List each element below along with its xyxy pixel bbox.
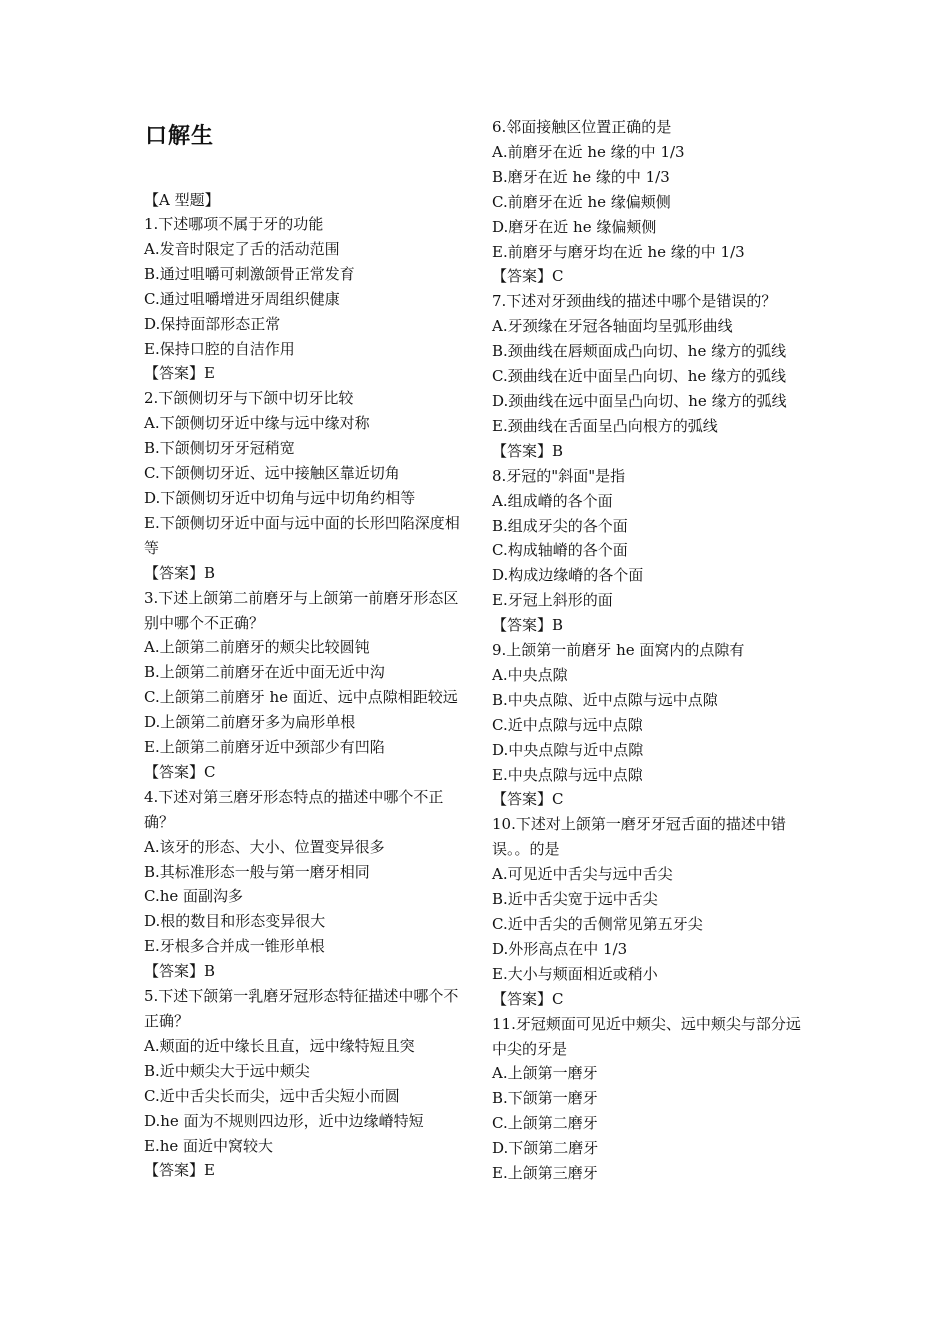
question-answer: 【答案】B	[144, 563, 216, 582]
question-option: E.颈曲线在舌面呈凸向根方的弧线	[492, 416, 718, 435]
question-option: D.根的数目和形态变异很大	[144, 912, 326, 931]
question-stem: 1.下述哪项不属于牙的功能	[144, 215, 324, 233]
question-answer: 【答案】C	[492, 790, 564, 809]
question-stem: 2.下颌侧切牙与下颌中切牙比较	[144, 389, 354, 408]
question-answer: 【答案】E	[144, 1161, 215, 1180]
question-option: D.he 面为不规则四边形，近中边缘嵴特短	[144, 1111, 424, 1130]
question-option: C.近中舌尖的舌侧常见第五牙尖	[492, 915, 703, 933]
question-item	[144, 984, 464, 1183]
question-option: E.中央点隙与远中点隙	[492, 765, 643, 784]
question-option: B.其标准形态一般与第一磨牙相同	[144, 862, 370, 881]
question-option: B.组成牙尖的各个面	[492, 516, 628, 535]
question-stem: 7.下述对牙颈曲线的描述中哪个是错误的？	[492, 292, 777, 311]
question-option: C.近中舌尖长而尖，远中舌尖短小而圆	[144, 1086, 400, 1105]
question-item	[492, 812, 812, 1011]
question-option: B.下颌侧切牙牙冠稍宽	[144, 439, 295, 458]
question-option: A.牙颈缘在牙冠各轴面均呈弧形曲线	[492, 317, 733, 336]
question-option: C.he 面副沟多	[144, 887, 244, 906]
question-option: B.近中颊尖大于远中颊尖	[144, 1061, 310, 1080]
question-option: B.近中舌尖宽于远中舌尖	[492, 890, 658, 909]
question-option: A.发音时限定了舌的活动范围	[144, 239, 340, 258]
question-option: A.上颌第一磨牙	[492, 1064, 598, 1083]
left-column	[144, 212, 464, 1183]
question-answer: 【答案】B	[492, 441, 564, 460]
question-option: B.通过咀嚼可刺激颌骨正常发育	[144, 264, 355, 283]
question-option: B.上颌第二前磨牙在近中面无近中沟	[144, 663, 385, 682]
question-option: D.构成边缘嵴的各个面	[492, 566, 644, 585]
question-option: E.前磨牙与磨牙均在近 he 缘的中 1/3	[492, 242, 745, 261]
question-option: D.中央点隙与近中点隙	[492, 740, 644, 759]
question-option: E.下颌侧切牙近中面与远中面的长形凹陷深度相等	[144, 513, 460, 557]
question-item	[144, 586, 464, 785]
question-option: B.颈曲线在唇颊面成凸向切、he 缘方的弧线	[492, 342, 787, 361]
question-option: E.he 面近中窝较大	[144, 1136, 274, 1155]
question-option: C.下颌侧切牙近、远中接触区靠近切角	[144, 464, 400, 483]
question-option: A.组成嵴的各个面	[492, 491, 613, 510]
question-option: B.下颌第一磨牙	[492, 1089, 598, 1108]
question-item	[144, 785, 464, 984]
question-item	[144, 386, 464, 585]
question-answer: 【答案】E	[144, 364, 215, 383]
question-item	[492, 1012, 812, 1186]
question-option: D.下颌第二磨牙	[492, 1139, 599, 1158]
question-item	[492, 289, 812, 463]
question-option: B.磨牙在近 he 缘的中 1/3	[492, 167, 670, 186]
question-stem: 5.下述下颌第一乳磨牙冠形态特征描述中哪个不正确？	[144, 987, 459, 1030]
question-stem: 10.下述对上颌第一磨牙牙冠舌面的描述中错误。。的是	[492, 815, 786, 859]
question-option: A.下颌侧切牙近中缘与远中缘对称	[144, 414, 370, 433]
question-answer: 【答案】B	[144, 962, 216, 981]
question-option: C.构成轴嵴的各个面	[492, 541, 628, 560]
question-option: E.牙根多合并成一锥形单根	[144, 937, 325, 956]
question-item	[492, 638, 812, 812]
question-option: E.上颌第二前磨牙近中颈部少有凹陷	[144, 738, 385, 757]
question-option: A.前磨牙在近 he 缘的中 1/3	[492, 142, 685, 161]
question-option: C.通过咀嚼增进牙周组织健康	[144, 289, 340, 308]
document-title: 口解生	[145, 123, 215, 149]
question-stem: 3.下述上颌第二前磨牙与上颌第一前磨牙形态区别中哪个不正确？	[144, 588, 459, 632]
question-option: E.上颌第三磨牙	[492, 1164, 598, 1183]
question-option: D.上颌第二前磨牙多为扁形单根	[144, 713, 356, 732]
question-stem: 4.下述对第三磨牙形态特点的描述中哪个不正确？	[144, 787, 444, 831]
question-answer: 【答案】C	[492, 989, 564, 1008]
question-option: E.保持口腔的自洁作用	[144, 339, 295, 358]
question-option: A.该牙的形态、大小、位置变异很多	[144, 837, 385, 856]
question-option: D.磨牙在近 he 缘偏颊侧	[492, 217, 657, 236]
question-option: C.颈曲线在近中面呈凸向切、he 缘方的弧线	[492, 367, 787, 386]
question-option: A.可见近中舌尖与远中舌尖	[492, 865, 673, 884]
question-item	[144, 212, 464, 386]
question-answer: 【答案】B	[492, 616, 564, 635]
section-heading: 【A 型题】	[144, 191, 220, 209]
question-option: D.外形高点在中 1/3	[492, 939, 628, 958]
question-option: D.保持面部形态正常	[144, 314, 281, 333]
question-answer: 【答案】C	[492, 267, 564, 286]
question-option: D.下颌侧切牙近中切角与远中切角约相等	[144, 488, 416, 507]
question-item	[492, 464, 812, 638]
question-item	[492, 115, 812, 289]
question-stem: 6.邻面接触区位置正确的是	[492, 118, 672, 136]
question-option: A.中央点隙	[492, 665, 568, 684]
question-option: A.颊面的近中缘长且直，远中缘特短且突	[144, 1036, 415, 1055]
question-option: B.中央点隙、近中点隙与远中点隙	[492, 690, 718, 709]
question-stem: 9.上颌第一前磨牙 he 面窝内的点隙有	[492, 641, 745, 660]
question-option: C.上颌第二前磨牙 he 面近、远中点隙相距较远	[144, 688, 458, 707]
question-stem: 11.牙冠颊面可见近中颊尖、远中颊尖与部分远中尖的牙是	[492, 1014, 801, 1058]
question-option: E.牙冠上斜形的面	[492, 591, 613, 610]
right-column	[492, 115, 812, 1186]
question-option: D.颈曲线在远中面呈凸向切、he 缘方的弧线	[492, 391, 787, 410]
question-stem: 8.牙冠的"斜面"是指	[492, 466, 626, 485]
question-option: C.近中点隙与远中点隙	[492, 715, 643, 734]
question-option: E.大小与颊面相近或稍小	[492, 964, 658, 983]
question-option: A.上颌第二前磨牙的颊尖比较圆钝	[144, 638, 370, 657]
question-option: C.上颌第二磨牙	[492, 1114, 598, 1133]
question-option: C.前磨牙在近 he 缘偏颊侧	[492, 192, 671, 211]
question-answer: 【答案】C	[144, 762, 216, 781]
